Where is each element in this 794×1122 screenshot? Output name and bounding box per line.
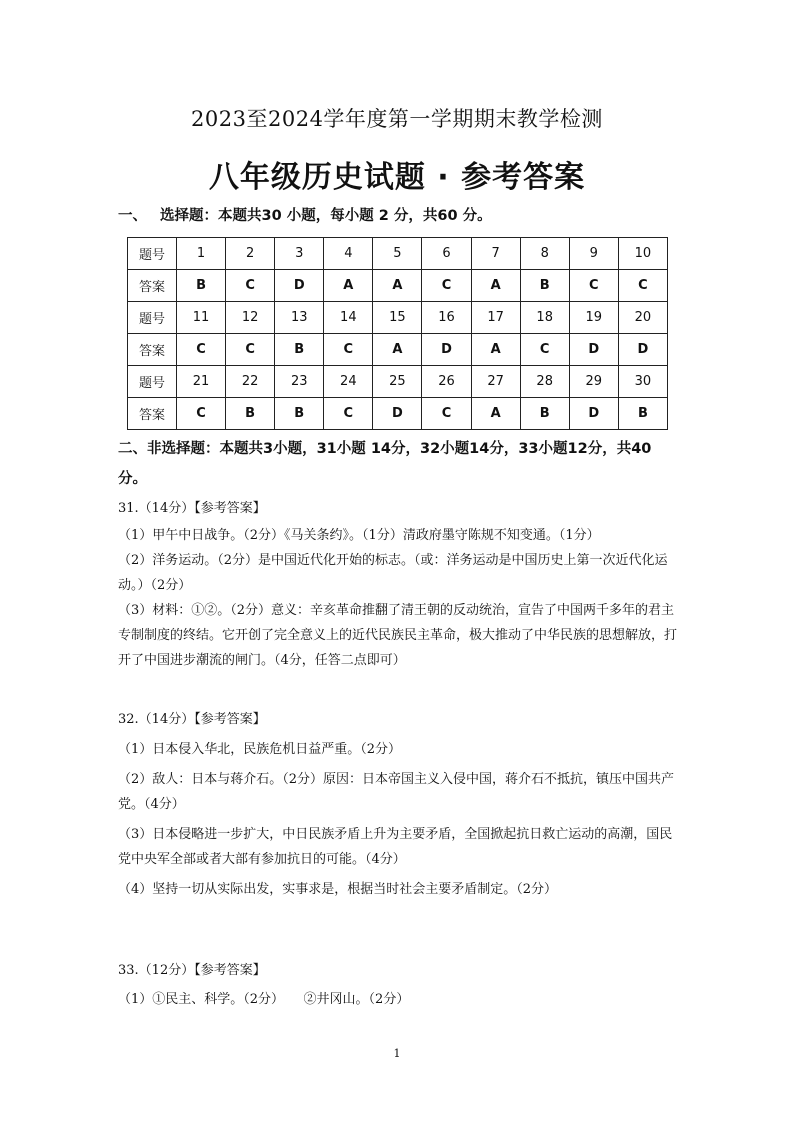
- question-31: [118, 496, 678, 673]
- answer-cell: C: [324, 398, 373, 430]
- question-32-line: （4）坚持一切从实际出发，实事求是，根据当时社会主要矛盾制定。（2分）: [118, 882, 558, 897]
- answer-row: [128, 334, 668, 366]
- question-number-cell: 26: [422, 366, 471, 398]
- answer-cell: B: [618, 398, 667, 430]
- question-31-line: （1）甲午中日战争。（2分）《马关条约》。（1分）清政府墨守陈规不知变通。（1分）: [118, 528, 600, 543]
- section-1-heading: [118, 204, 492, 225]
- question-32-heading: 32.（14分）【参考答案】: [118, 712, 266, 727]
- question-number-cell: 28: [520, 366, 569, 398]
- question-number-cell: 3: [275, 238, 324, 270]
- question-number-cell: 24: [324, 366, 373, 398]
- answer-cell: C: [569, 270, 618, 302]
- exam-title: 2023至2024学年度第一学期期末教学检测: [191, 107, 603, 131]
- answer-cell: A: [373, 334, 422, 366]
- row-label-question: 题号: [128, 302, 177, 334]
- question-number-cell: 12: [226, 302, 275, 334]
- answer-cell: C: [618, 270, 667, 302]
- question-number-cell: 13: [275, 302, 324, 334]
- answer-row: [128, 270, 668, 302]
- question-33-line: （1）①民主、科学。（2分） ②井冈山。（2分）: [118, 992, 410, 1007]
- section-1-number: 一、: [118, 208, 147, 224]
- question-number-cell: 5: [373, 238, 422, 270]
- answer-row: [128, 398, 668, 430]
- question-number-row: [128, 302, 668, 334]
- question-number-cell: 23: [275, 366, 324, 398]
- answer-cell: C: [177, 334, 226, 366]
- answer-cell: B: [177, 270, 226, 302]
- answer-cell: A: [324, 270, 373, 302]
- question-number-cell: 4: [324, 238, 373, 270]
- answer-cell: C: [324, 334, 373, 366]
- answer-cell: B: [275, 398, 324, 430]
- question-number-cell: 19: [569, 302, 618, 334]
- page-number: 1: [393, 1047, 401, 1060]
- answer-cell: B: [226, 398, 275, 430]
- question-number-cell: 15: [373, 302, 422, 334]
- question-32: [118, 707, 678, 902]
- row-label-question: 题号: [128, 366, 177, 398]
- question-number-row: [128, 366, 668, 398]
- answer-cell: D: [275, 270, 324, 302]
- question-number-cell: 9: [569, 238, 618, 270]
- row-label-answer: 答案: [128, 334, 177, 366]
- question-number-cell: 14: [324, 302, 373, 334]
- question-33-heading: 33.（12分）【参考答案】: [118, 963, 266, 978]
- question-number-cell: 30: [618, 366, 667, 398]
- question-number-cell: 22: [226, 366, 275, 398]
- question-number-cell: 21: [177, 366, 226, 398]
- answer-cell: A: [373, 270, 422, 302]
- answer-cell: A: [471, 398, 520, 430]
- question-number-cell: 2: [226, 238, 275, 270]
- answer-cell: B: [275, 334, 324, 366]
- answer-cell: C: [422, 398, 471, 430]
- question-number-cell: 18: [520, 302, 569, 334]
- answer-cell: C: [226, 334, 275, 366]
- document-title: 八年级历史试题 · 参考答案: [208, 160, 586, 195]
- question-31-line: （2）洋务运动。（2分）是中国近代化开始的标志。（或：洋务运动是中国历史上第一次近代化运动。）（2分）: [118, 553, 668, 593]
- answer-cell: C: [520, 334, 569, 366]
- question-number-cell: 29: [569, 366, 618, 398]
- answer-cell: D: [373, 398, 422, 430]
- answer-cell: A: [471, 334, 520, 366]
- question-number-cell: 27: [471, 366, 520, 398]
- answer-cell: B: [520, 270, 569, 302]
- question-number-cell: 25: [373, 366, 422, 398]
- answer-table: [127, 237, 668, 430]
- answer-cell: D: [569, 334, 618, 366]
- question-31-line: （3）材料：①②。（2分）意义：辛亥革命推翻了清王朝的反动统治，宣告了中国两千多年的君主专制制度的终结。它开创了完全意义上的近代民族民主革命，极大推动了中华民族的思想解放，打开了中国进步潮流的闸门。（4分，任答二点即可）: [118, 603, 678, 668]
- question-number-cell: 16: [422, 302, 471, 334]
- question-33: [118, 958, 678, 1012]
- answer-cell: D: [422, 334, 471, 366]
- question-32-line: （2）敌人：日本与蒋介石。（2分）原因：日本帝国主义入侵中国，蒋介石不抵抗，镇压中国共产党。（4分）: [118, 772, 675, 812]
- question-number-cell: 1: [177, 238, 226, 270]
- question-number-cell: 20: [618, 302, 667, 334]
- section-2-heading: 二、非选择题：本题共3小题，31小题 14分，32小题14分，33小题12分，共40分。: [118, 441, 652, 487]
- question-number-cell: 7: [471, 238, 520, 270]
- question-number-cell: 10: [618, 238, 667, 270]
- answer-cell: C: [422, 270, 471, 302]
- question-31-heading: 31.（14分）【参考答案】: [118, 501, 266, 516]
- answer-cell: D: [569, 398, 618, 430]
- answer-cell: A: [471, 270, 520, 302]
- answer-cell: B: [520, 398, 569, 430]
- question-number-cell: 8: [520, 238, 569, 270]
- question-32-line: （1）日本侵入华北，民族危机日益严重。（2分）: [118, 742, 402, 757]
- row-label-answer: 答案: [128, 270, 177, 302]
- question-32-line: （3）日本侵略进一步扩大，中日民族矛盾上升为主要矛盾，全国掀起抗日救亡运动的高潮，国民党中央军全部或者大部有参加抗日的可能。（4分）: [118, 827, 673, 867]
- answer-cell: C: [177, 398, 226, 430]
- section-1-text: 选择题：本题共30 小题，每小题 2 分，共60 分。: [160, 208, 492, 224]
- answer-cell: C: [226, 270, 275, 302]
- question-number-row: [128, 238, 668, 270]
- question-number-cell: 17: [471, 302, 520, 334]
- question-number-cell: 11: [177, 302, 226, 334]
- row-label-answer: 答案: [128, 398, 177, 430]
- question-number-cell: 6: [422, 238, 471, 270]
- row-label-question: 题号: [128, 238, 177, 270]
- answer-cell: D: [618, 334, 667, 366]
